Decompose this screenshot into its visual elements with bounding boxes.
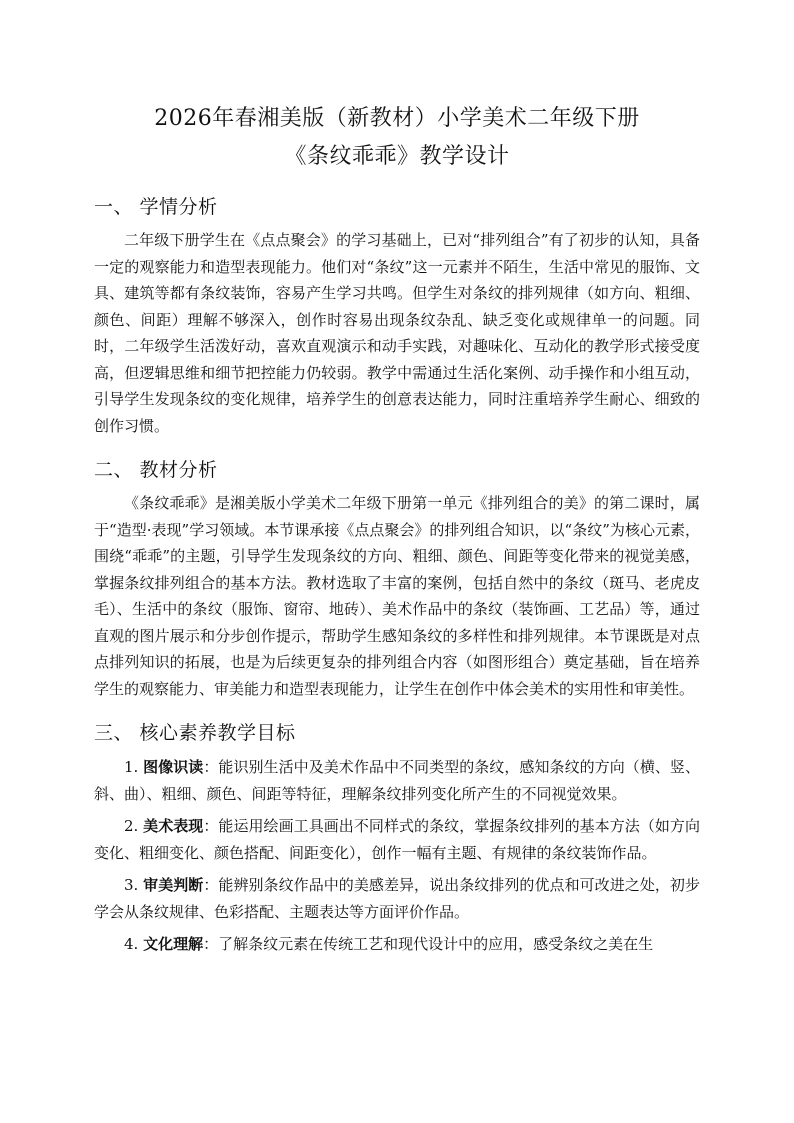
section-heading: 三、 核心素养教学目标 [94,722,296,744]
goal-text: ：能辨别条纹作品中的美感差异，说出条纹排列的优点和可改进之处，初步学会从条纹规律、色彩搭配、主题表达等方面评价作品。 [94,876,700,921]
goal-text: ：能运用绘画工具画出不同样式的条纹，掌握条纹排列的基本方法（如方向变化、粗细变化、颜色搭配、间距变化），创作一幅有主题、有规律的条纹装饰作品。 [94,817,700,862]
goal-text: ：了解条纹元素在传统工艺和现代设计中的应用，感受条纹之美在生 [203,935,654,953]
document-title [94,100,700,176]
section-teaching-goals [94,716,700,958]
goal-number: 3. [124,876,139,894]
goal-label: 图像识读 [143,758,204,776]
section-paragraph: 二年级下册学生在《点点聚会》的学习基础上，已对“排列组合”有了初步的认知，具备一定的观察能力和造型表现能力。他们对“条纹”这一元素并不陌生，生活中常见的服饰、文具、建筑等都有条纹装饰，容易产生学习共鸣。但学生对条纹的排列规律（如方向、粗细、颜色、间距）理解不够深入，创作时容易出现条纹杂乱、缺乏变化或规律单一的问题。同时，二年级学生活泼好动，喜欢直观演示和动手实践，对趣味化、互动化的教学形式接受度高，但逻辑思维和细节把控能力仍较弱。教学中需通过生活化案例、动手操作和小组互动，引导学生发现条纹的变化规律，培养学生的创意表达能力，同时注重培养学生耐心、细致的创作习惯。 [94,231,700,435]
goal-item [94,754,700,807]
section-heading: 一、 学情分析 [94,196,218,218]
section-learner-analysis [94,190,700,439]
goal-item [94,813,700,866]
section-textbook-analysis [94,453,700,702]
goal-number: 4. [124,935,139,953]
goal-number: 1. [124,758,139,776]
goal-label: 美术表现 [143,817,204,835]
goal-label: 审美判断 [143,876,204,894]
goal-item [94,872,700,925]
goal-label: 文化理解 [143,935,204,953]
section-heading: 二、 教材分析 [94,459,218,481]
goal-item [94,931,700,958]
title-line-2: 《条纹乖乖》教学设计 [284,144,510,169]
title-line-1: 2026年春湘美版（新教材）小学美术二年级下册 [154,106,640,131]
goal-number: 2. [124,817,139,835]
goal-text: ：能识别生活中及美术作品中不同类型的条纹，感知条纹的方向（横、竖、斜、曲）、粗细、颜色、间距等特征，理解条纹排列变化所产生的不同视觉效果。 [94,758,700,803]
section-paragraph: 《条纹乖乖》是湘美版小学美术二年级下册第一单元《排列组合的美》的第二课时，属于“造型·表现”学习领域。本节课承接《点点聚会》的排列组合知识，以“条纹”为核心元素，围绕“乖乖”的主题，引导学生发现条纹的方向、粗细、颜色、间距等变化带来的视觉美感，掌握条纹排列组合的基本方法。教材选取了丰富的案例，包括自然中的条纹（斑马、老虎皮毛）、生活中的条纹（服饰、窗帘、地砖）、美术作品中的条纹（装饰画、工艺品）等，通过直观的图片展示和分步创作提示，帮助学生感知条纹的多样性和排列规律。本节课既是对点点排列知识的拓展，也是为后续更复杂的排列组合内容（如图形组合）奠定基础，旨在培养学生的观察能力、审美能力和造型表现能力，让学生在创作中体会美术的实用性和审美性。 [94,494,700,698]
